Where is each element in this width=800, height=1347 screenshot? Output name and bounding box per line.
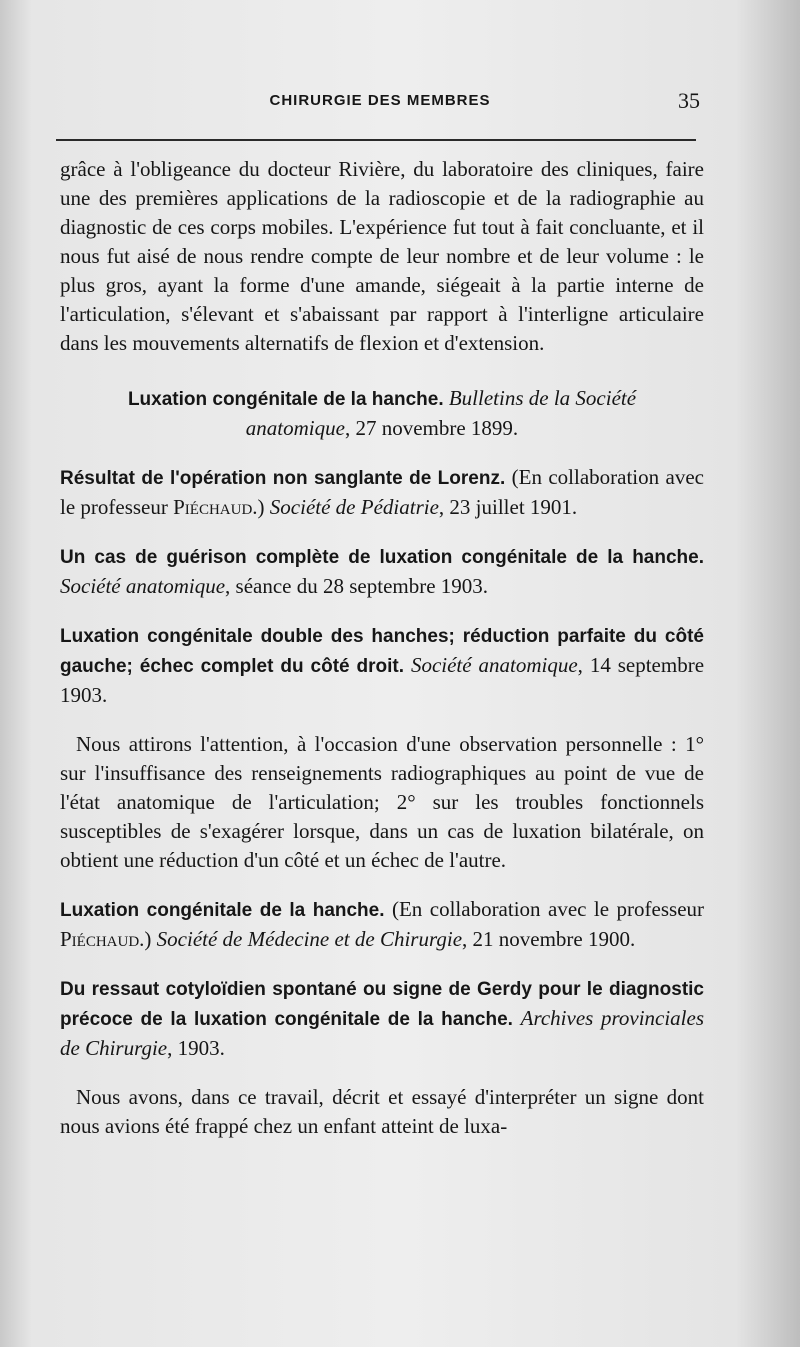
reference-title: Luxation congénitale double des hanches; réduction parfaite du côté gauche; échec complet du côté droit. [60, 626, 704, 677]
reference-item [60, 463, 704, 522]
reference-tail: , 27 novembre 1899. [344, 416, 519, 440]
reference-title: Du ressaut cotyloïdien spontané ou signe de Gerdy pour le diagnostic précoce de la luxation congénitale de la hanche. [60, 979, 704, 1030]
reference-title: Luxation congénitale de la hanche. [60, 900, 385, 921]
reference-journal: Société de Pédiatrie [269, 495, 439, 519]
reference-journal: Archives provinciales de Chirurgie [60, 1006, 705, 1060]
running-title: CHIRURGIE DES MEMBRES [269, 92, 491, 109]
reference-name: Piéchaud [60, 927, 140, 951]
reference-item [60, 895, 704, 954]
reference-tail: , 1903. [167, 1036, 225, 1060]
reference-journal: Société anatomique [410, 653, 578, 677]
page-header [60, 90, 700, 120]
reference-journal: Société de Médecine et de Chirurgie [156, 927, 463, 951]
reference-item [60, 542, 704, 601]
reference-pre: (En collaboration avec le professeur [384, 897, 705, 921]
page-number: 35 [678, 88, 700, 113]
reference-journal: Société anatomique [60, 574, 226, 598]
reference-name: Piéchaud [173, 495, 253, 519]
reference-title: Un cas de guérison complète de luxation congénitale de la hanche. [60, 547, 704, 568]
reference-mid: .) [139, 927, 157, 951]
reference-item [60, 384, 704, 443]
reference-tail: , 14 septembre 1903. [60, 653, 705, 707]
body-paragraph: Nous attirons l'attention, à l'occasion d'une observation personnelle : 1° sur l'insuffisance des renseignements radiographiques au point de vue de l'état anatomique de l'articulation; 2° sur les troubles fonctionnels susceptibles de s'exagérer lorsque, dans un cas de luxation bilatérale, on obtient une réduction d'un côté et un échec de l'autre. [60, 732, 704, 872]
reference-journal: Bulletins de la Société anatomique [245, 386, 637, 440]
reference-title: Luxation congénitale de la hanche. [127, 389, 444, 410]
reference-title: Résultat de l'opération non sanglante de Lorenz. [60, 468, 506, 489]
reference-pre: (En collaboration avec le professeur [60, 465, 704, 519]
reference-item [60, 974, 704, 1063]
reference-tail: , 21 novembre 1900. [462, 927, 636, 951]
intro-paragraph: grâce à l'obligeance du docteur Rivière, du laboratoire des cliniques, faire une des premières applications de la radioscopie et de la radiographie au diagnostic de ces corps mobiles. L'expérience fut tout à fait concluante, et il nous fut aisé de nous rendre compte de leur nombre et de leur volume : le plus gros, ayant la forme d'une amande, siégeait à la partie interne de l'articulation, s'élevant et s'abaissant par rapport à l'interligne articulaire dans les mouvements alternatifs de flexion et d'extension. [60, 157, 704, 355]
reference-mid: .) [252, 495, 270, 519]
body-paragraph: Nous avons, dans ce travail, décrit et essayé d'interpréter un signe dont nous avions été frappé chez un enfant atteint de luxa- [60, 1085, 704, 1138]
reference-tail: , 23 juillet 1901. [438, 495, 578, 519]
reference-tail: , séance du 28 septembre 1903. [225, 574, 489, 598]
page-content [60, 155, 704, 1141]
reference-item [60, 621, 704, 710]
header-rule [56, 139, 696, 141]
